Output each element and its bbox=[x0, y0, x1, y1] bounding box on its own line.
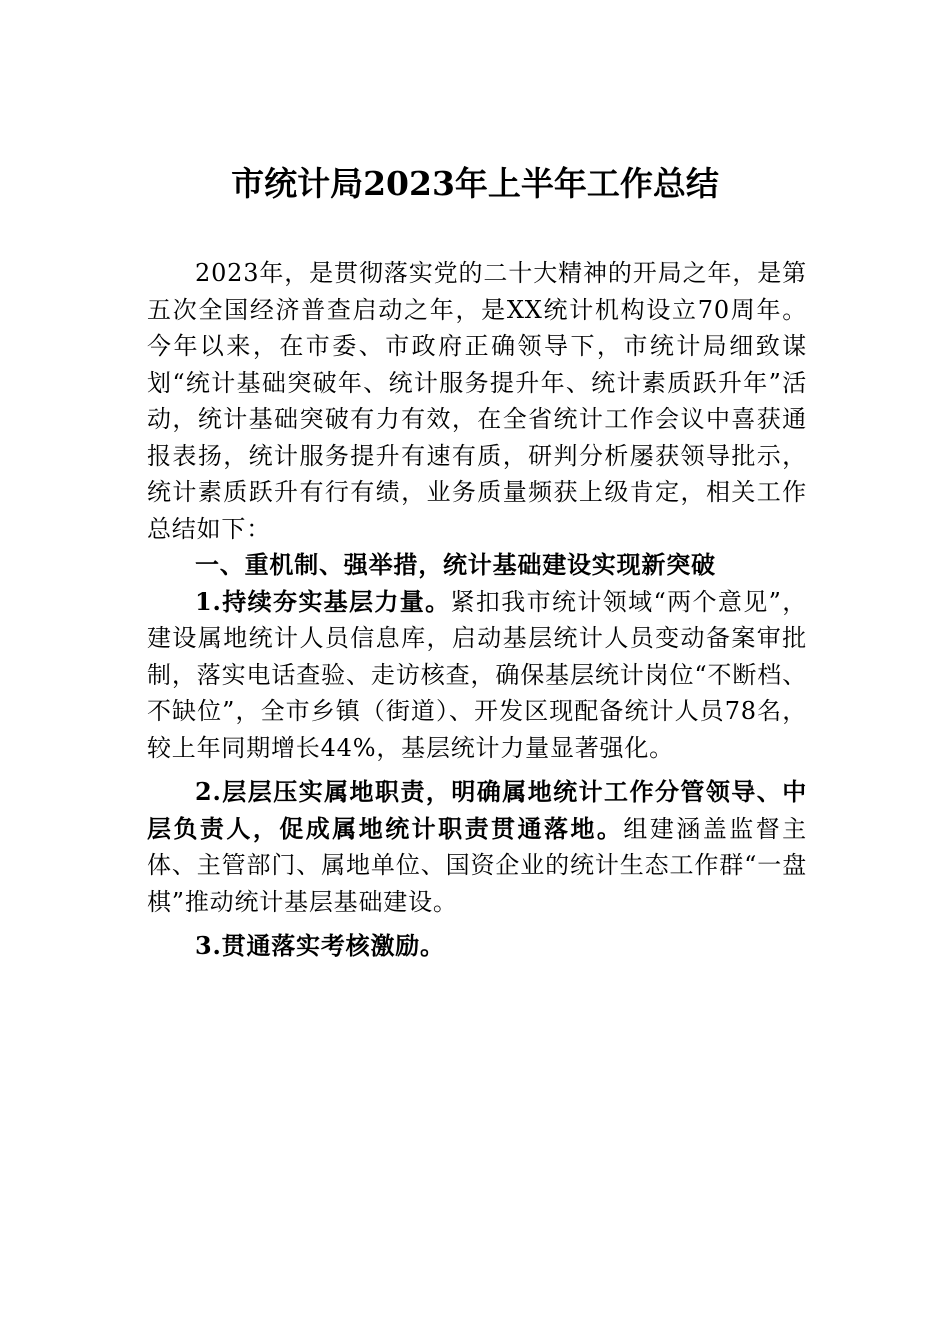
item-1-lead: 1.持续夯实基层力量。 bbox=[195, 586, 451, 616]
section-heading-1: 一、重机制、强举措，统计基础建设实现新突破 bbox=[195, 550, 716, 579]
document-title: 市统计局2023年上半年工作总结 bbox=[231, 164, 719, 203]
item-2-text: 组建涵盖监督主体、主管部门、属地单位、国资企业的统计生态工作群“一盘棋”推动统计基层基础建设。 bbox=[147, 814, 807, 916]
document-body bbox=[147, 255, 807, 965]
item-2-lead: 2.层层压实属地职责，明确属地统计工作分管领导、中层负责人，促成属地统计职责贯通落地。 bbox=[147, 777, 807, 843]
item-3-lead: 3.贯通落实考核激励。 bbox=[195, 931, 445, 960]
intro-paragraph: 2023年，是贯彻落实党的二十大精神的开局之年，是第五次全国经济普查启动之年，是XX统计机构设立70周年。今年以来，在市委、市政府正确领导下，市统计局细致谋划“统计基础突破年、统计服务提升年、统计素质跃升年”活动，统计基础突破有力有效，在全省统计工作会议中喜获通报表扬，统计服务提升有速有质，研判分析屡获领导批示，统计素质跃升有行有绩，业务质量频获上级肯定，相关工作总结如下： bbox=[147, 259, 807, 543]
item-paragraph-3 bbox=[147, 928, 807, 965]
item-paragraph-1 bbox=[147, 584, 807, 767]
item-1-text: 紧扣我市统计领域“两个意见”，建设属地统计人员信息库，启动基层统计人员变动备案审批制，落实电话查验、走访核查，确保基层统计岗位“不断档、不缺位”，全市乡镇（街道）、开发区现配备统计人员78名，较上年同期增长44%，基层统计力量显著强化。 bbox=[147, 587, 807, 762]
item-paragraph-2 bbox=[147, 774, 807, 920]
